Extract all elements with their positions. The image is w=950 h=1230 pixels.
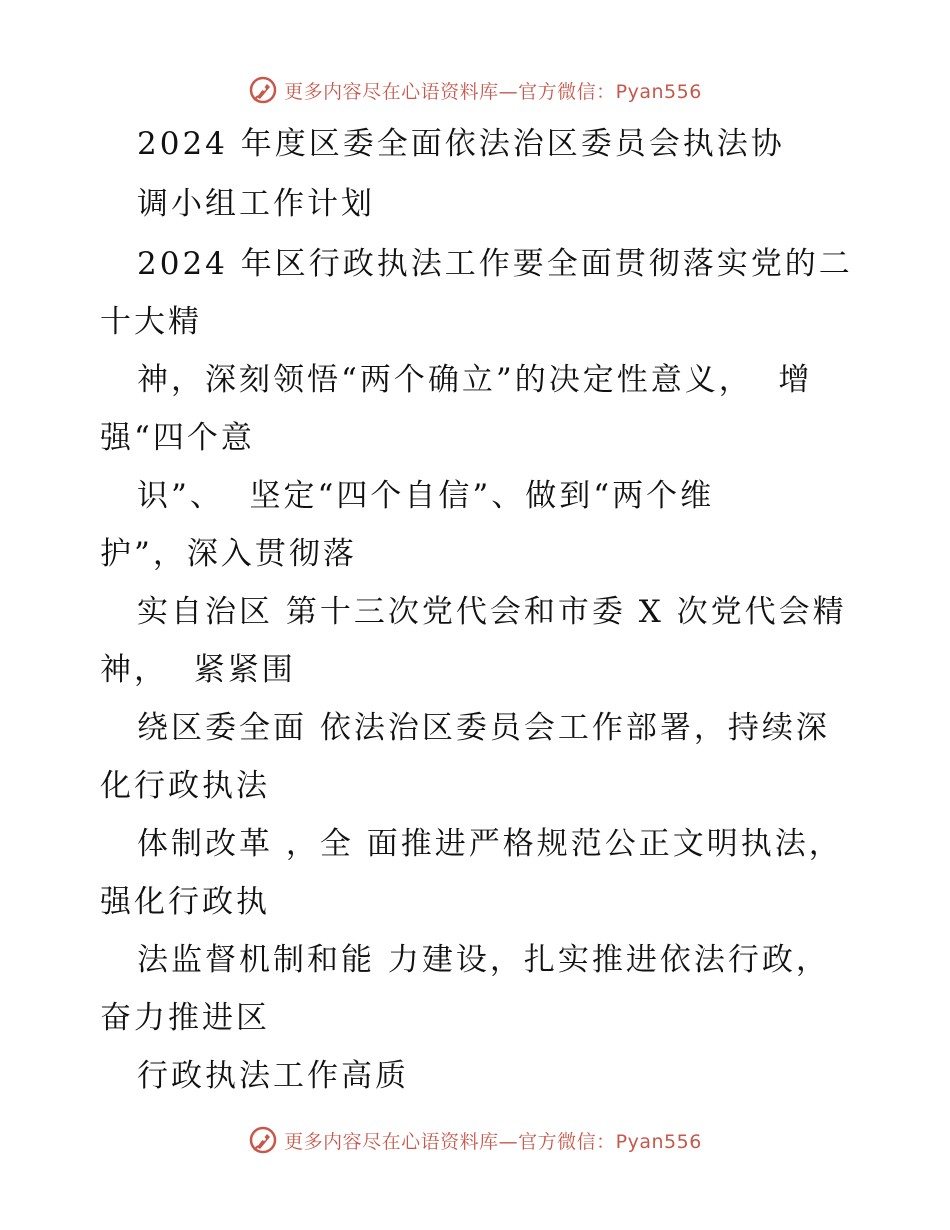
pen-nib-circle-logo-icon	[248, 75, 278, 105]
header-watermark	[0, 70, 950, 110]
document-line: 绕区委全面 依法治区委员会工作部署，持续深	[137, 710, 830, 746]
pen-nib-circle-logo-icon	[248, 1125, 278, 1155]
document-line: 神，深刻领悟“两个确立”的决定性意义， 增	[137, 362, 813, 398]
document-line: 神， 紧紧围	[100, 652, 296, 688]
document-line: 实自治区 第十三次党代会和市委 X 次党代会精	[137, 594, 847, 630]
document-line: 十大精	[100, 304, 202, 340]
document-line: 化行政执法	[100, 768, 270, 804]
document-line: 强“四个意	[100, 420, 255, 456]
document-line: 法监督机制和能 力建设，扎实推进依法行政，	[137, 942, 830, 978]
document-line: 护”，深入贯彻落	[100, 536, 357, 572]
document-line: 强化行政执	[100, 884, 270, 920]
document-line: 2024 年度区委全面依法治区委员会执法协	[137, 126, 785, 162]
watermark-brand	[248, 75, 702, 105]
footer-watermark	[0, 1120, 950, 1160]
document-line: 体制改革 ，全 面推进严格规范公正文明执法，	[137, 826, 843, 862]
document-line: 识”、 坚定“四个自信”、做到“两个维	[137, 478, 715, 514]
document-line: 2024 年区行政执法工作要全面贯彻落实党的二	[137, 246, 853, 282]
watermark-text: 更多内容尽在心语资料库—官方微信：Pyan556	[284, 1130, 702, 1153]
document-line: 奋力推进区	[100, 1000, 270, 1036]
watermark-brand	[248, 1125, 702, 1155]
document-line: 行政执法工作高质	[137, 1058, 409, 1094]
document-line: 调小组工作计划	[137, 186, 375, 222]
watermark-text: 更多内容尽在心语资料库—官方微信：Pyan556	[284, 80, 702, 103]
